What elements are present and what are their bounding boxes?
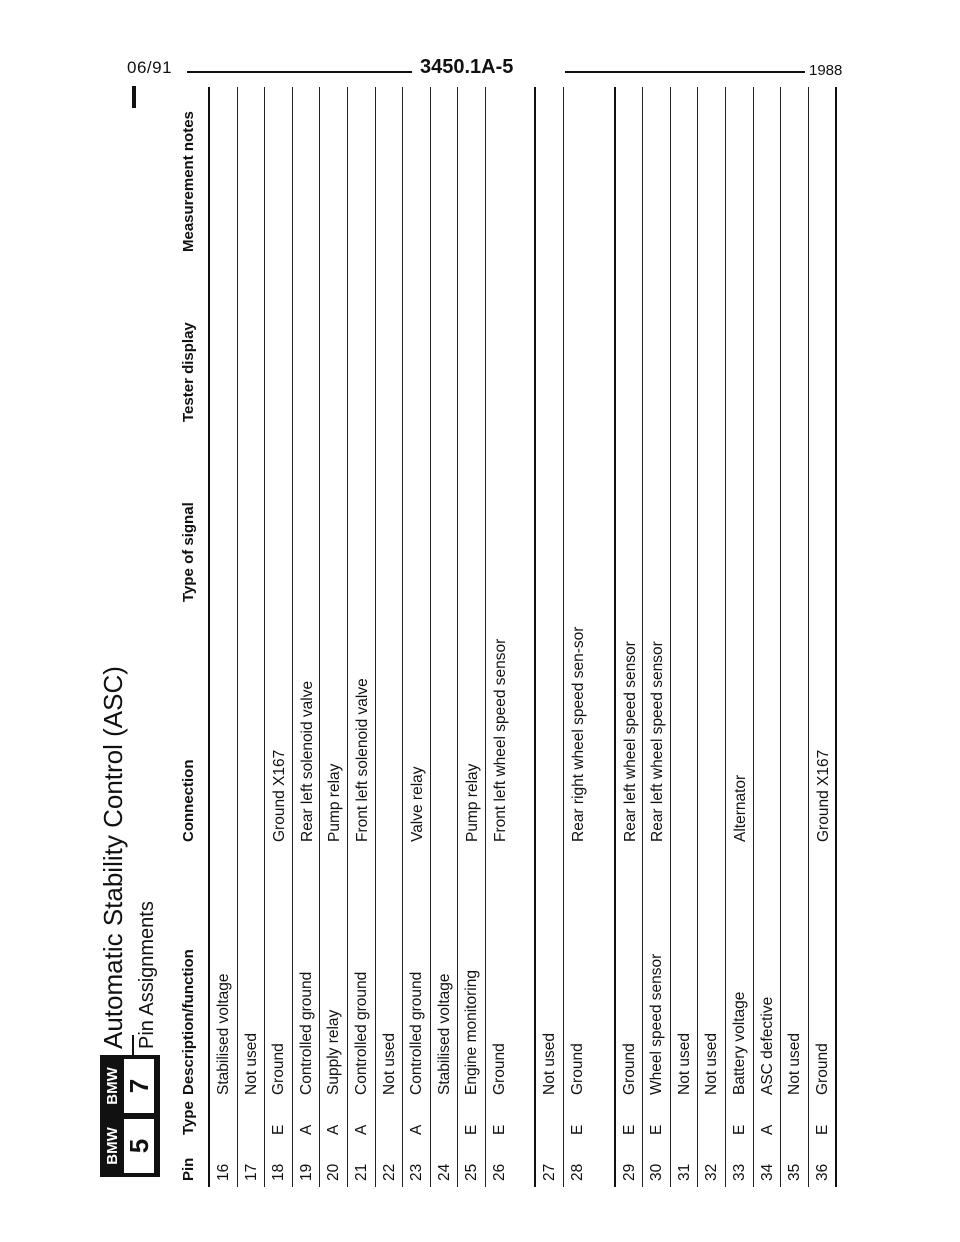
header-measurement-notes: Measurement notes — [180, 111, 197, 252]
title-underline — [132, 1035, 134, 1055]
pin-cell: 34 — [758, 1163, 776, 1181]
pin-cell: 22 — [380, 1163, 398, 1181]
connection-cell: Pump relay — [464, 763, 482, 842]
description-cell: Supply relay — [325, 1009, 343, 1095]
document-title: Automatic Stability Control (ASC) — [98, 666, 128, 1049]
table-row — [643, 87, 671, 1187]
pin-cell: 25 — [463, 1163, 481, 1181]
table-row — [265, 87, 293, 1187]
table-row — [293, 87, 321, 1187]
type-cell: E — [463, 1124, 481, 1135]
connection-cell: Rear left solenoid valve — [298, 680, 316, 842]
pin-cell: 32 — [703, 1163, 721, 1181]
header-tester-display: Tester display — [180, 322, 197, 422]
connection-cell: Pump relay — [326, 763, 344, 842]
type-cell: A — [325, 1124, 343, 1135]
header-date: 06/91 — [127, 58, 173, 77]
pin-cell: 17 — [242, 1163, 260, 1181]
connection-cell: Rear left wheel speed sensor — [649, 641, 667, 842]
header-rule-left — [187, 71, 412, 73]
bmw-7-logo — [100, 1055, 160, 1117]
type-cell: A — [297, 1124, 315, 1135]
description-cell: Not used — [540, 1032, 558, 1095]
description-cell: Ground — [620, 1043, 638, 1095]
description-cell: Not used — [703, 1032, 721, 1095]
description-cell: Stabilised voltage — [215, 973, 232, 1095]
table-row — [781, 87, 809, 1187]
type-cell: A — [352, 1124, 370, 1135]
table-row — [698, 87, 726, 1187]
connection-cell: Alternator — [731, 774, 749, 842]
table-row — [536, 87, 564, 1187]
description-cell: Not used — [675, 1032, 693, 1095]
table-row — [809, 87, 838, 1187]
pin-assignment-table — [168, 87, 837, 1187]
pin-cell: 28 — [568, 1163, 586, 1181]
table-row — [376, 87, 404, 1187]
table-row — [458, 87, 486, 1187]
header-signal-type: Type of signal — [180, 502, 197, 602]
pin-cell: 24 — [435, 1163, 453, 1181]
rotated-page-content — [98, 82, 832, 1242]
connection-cell: Ground X167 — [271, 749, 289, 842]
type-cell: E — [490, 1124, 508, 1135]
type-cell: E — [270, 1124, 288, 1135]
pin-cell: 18 — [270, 1163, 288, 1181]
type-cell: A — [408, 1124, 426, 1135]
table-row — [671, 87, 699, 1187]
description-cell: Controlled ground — [408, 971, 426, 1095]
document-number: 3450.1A-5 — [420, 56, 514, 78]
table-row — [348, 87, 376, 1187]
connection-cell: Rear left wheel speed sensor — [621, 641, 639, 842]
description-cell: Ground — [270, 1043, 288, 1095]
connection-cell: Ground X167 — [814, 749, 832, 842]
title-block — [100, 87, 160, 1177]
pin-cell: 29 — [620, 1163, 638, 1181]
pin-cell: 30 — [648, 1163, 666, 1181]
logo-brand: BMW — [102, 1117, 124, 1175]
connection-cell: Rear right wheel speed sen-sor — [569, 626, 587, 842]
description-cell: Ground — [490, 1043, 508, 1095]
pin-cell: 27 — [540, 1163, 558, 1181]
description-cell: Not used — [786, 1032, 804, 1095]
description-cell: Battery voltage — [730, 991, 748, 1095]
header-type: Type — [180, 1101, 197, 1135]
table-row — [238, 87, 266, 1187]
description-cell: Controlled ground — [352, 971, 370, 1095]
pin-cell: 23 — [408, 1163, 426, 1181]
connection-cell: Front left solenoid valve — [353, 678, 371, 842]
pin-cell: 16 — [215, 1163, 232, 1181]
type-cell: E — [648, 1124, 666, 1135]
pin-cell: 33 — [730, 1163, 748, 1181]
table-row — [486, 87, 536, 1187]
logo-brand: BMW — [102, 1057, 124, 1115]
connection-cell: Valve relay — [409, 766, 427, 842]
table-row — [210, 87, 238, 1187]
header-year: 1988 — [809, 62, 843, 79]
table-header — [168, 87, 210, 1187]
document-subtitle: Pin Assignments — [136, 901, 158, 1049]
description-cell: Ground — [813, 1043, 831, 1095]
pin-cell: 36 — [813, 1163, 831, 1181]
logo-series: 7 — [124, 1059, 154, 1113]
bmw-5-logo — [100, 1115, 160, 1177]
pin-cell: 20 — [325, 1163, 343, 1181]
type-cell: E — [730, 1124, 748, 1135]
table-body — [210, 87, 837, 1187]
description-cell: ASC defective — [758, 996, 776, 1095]
table-row — [726, 87, 754, 1187]
pin-cell: 35 — [786, 1163, 804, 1181]
table-row — [564, 87, 616, 1187]
table-row — [431, 87, 459, 1187]
description-cell: Controlled ground — [297, 971, 315, 1095]
logo-series: 5 — [124, 1119, 154, 1173]
header-connection: Connection — [180, 759, 197, 842]
description-cell: Engine monitoring — [463, 970, 481, 1095]
header-pin: Pin — [180, 1157, 197, 1181]
description-cell: Stabilised voltage — [435, 973, 453, 1095]
type-cell: E — [568, 1124, 586, 1135]
header-rule-right — [565, 71, 805, 73]
type-cell: A — [758, 1124, 776, 1135]
table-row — [403, 87, 431, 1187]
pin-cell: 26 — [490, 1163, 508, 1181]
type-cell: E — [813, 1124, 831, 1135]
pin-cell: 31 — [675, 1163, 693, 1181]
header-description: Description/function — [180, 949, 197, 1095]
pin-cell: 19 — [297, 1163, 315, 1181]
description-cell: Not used — [242, 1032, 260, 1095]
type-cell: E — [620, 1124, 638, 1135]
pin-cell: 21 — [352, 1163, 370, 1181]
description-cell: Not used — [380, 1032, 398, 1095]
table-row — [616, 87, 644, 1187]
connection-cell: Front left wheel speed sensor — [491, 638, 509, 842]
table-row — [320, 87, 348, 1187]
description-cell: Wheel speed sensor — [648, 953, 666, 1095]
description-cell: Ground — [568, 1043, 586, 1095]
table-row — [754, 87, 782, 1187]
